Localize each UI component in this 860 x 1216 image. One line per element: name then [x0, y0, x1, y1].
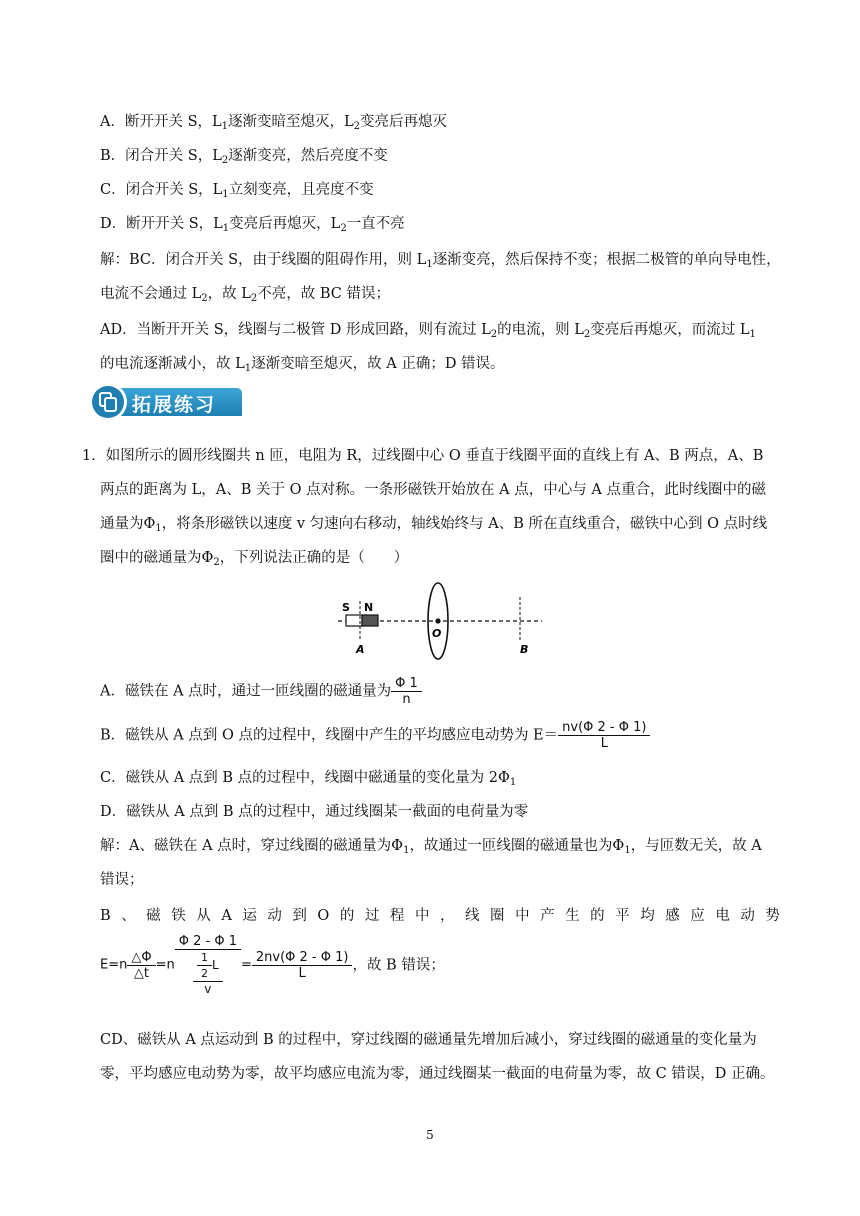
solution-line-3-char: 中	[515, 908, 530, 924]
solution-equation: E=n $\frac{\triangle\Phi}{\triangle t}$ =n Φ 2 - Φ 1 $\frac{1}{2}$ L v = $\frac{2nv(\Phi 2 - \Phi 1)}{L}$ ，故 B 错误；	[100, 934, 445, 996]
solution-line-3-char: 生	[565, 908, 580, 924]
solution-line-3-char: 产	[540, 908, 555, 924]
option-d: D．磁铁从 A 点到 B 点的过程中，通过线圈某一截面的电荷量为零	[100, 804, 529, 820]
solution-line-3-char: 的	[339, 908, 355, 924]
label-n: N	[364, 601, 374, 614]
option-a: A．磁铁在 A 点时，通过一匝线圈的磁通量为 $\frac{\Phi 1}{n}$	[100, 676, 422, 707]
prev-solution-line-1: 解：BC．闭合开关 S，由于线圈的阻碍作用，则 $L_1$逐渐变亮，然后保持不变；根据二极管的单向导电性，	[100, 252, 781, 270]
solution-line-3-char: 铁	[171, 908, 186, 924]
solution-line-3-char: 过	[364, 908, 380, 924]
solution-line-3	[100, 906, 780, 926]
solution-line-5: 零，平均感应电动势为零，故平均感应电流为零，通过线圈某一截面的电荷量为零，故 C 错误，D 正确。	[100, 1066, 775, 1082]
solution-line-3-char: 运	[242, 908, 257, 924]
question-line-3: 通量为$\Phi_1$，将条形磁铁以速度 v 匀速向右移动，轴线始终与 A、B 所在直线重合，磁铁中心到 O 点时线	[100, 516, 768, 534]
solution-line-1: 解：A、磁铁在 A 点时，穿过线圈的磁通量为$\Phi_1$，故通过一匝线圈的磁通量也为$\Phi_1$，与匝数无关，故 A	[100, 838, 762, 856]
prev-solution-line-3: AD．当断开开关 S，线圈与二极管 D 形成回路，则有流过 $L_2$的电流，则 $L_2$变亮后再熄灭，而流过 $L_1$	[100, 322, 756, 340]
solution-line-3-char: 从	[196, 908, 211, 924]
solution-line-3-char: 势	[765, 908, 780, 924]
option-c: C．磁铁从 A 点到 B 点的过程中，线圈中磁通量的变化量为 $2\Phi_1$	[100, 770, 517, 788]
page-number: 5	[426, 1128, 434, 1142]
solution-line-3-char: 线	[465, 908, 480, 924]
solution-line-3-char: 中	[414, 908, 430, 924]
option-a-prev: A．断开开关 S，$L_1$逐渐变暗至熄灭，$L_2$变亮后再熄灭	[100, 114, 448, 132]
solution-line-3-char: 电	[715, 908, 730, 924]
solution-line-3-char: 动	[740, 908, 755, 924]
solution-line-4: CD、磁铁从 A 点运动到 B 的过程中，穿过线圈的磁通量先增加后减小，穿过线圈的磁通量的变化量为	[100, 1032, 757, 1048]
question-line-4: 圈中的磁通量为$\Phi_2$，下列说法正确的是（ ）	[100, 550, 409, 568]
solution-line-2: 错误；	[100, 872, 144, 888]
fraction-emf: $\frac{nv(\Phi 2 - \Phi 1)}{L}$	[558, 720, 650, 751]
option-b-prev: B．闭合开关 S，$L_2$逐渐变亮，然后亮度不变	[100, 148, 388, 166]
section-badge-label: 拓展练习	[132, 394, 217, 416]
solution-line-3-char: A	[221, 908, 232, 924]
solution-line-3-char: O	[317, 908, 330, 924]
solution-line-3-char: ，	[439, 908, 455, 924]
solution-line-3-char: 程	[389, 908, 405, 924]
fraction-2nv: $\frac{2nv(\Phi 2 - \Phi 1)}{L}$	[252, 950, 353, 981]
solution-line-3-char: 、	[121, 908, 136, 924]
option-b: B．磁铁从 A 点到 O 点的过程中，线圈中产生的平均感应电动势为 E＝ $\frac{nv(\Phi 2 - \Phi 1)}{L}$	[100, 720, 650, 751]
option-c-prev: C．闭合开关 S，$L_1$立刻变亮，且亮度不变	[100, 182, 374, 200]
fraction-phi1-over-n: $\frac{\Phi 1}{n}$	[391, 676, 422, 707]
magnet-coil-figure	[330, 575, 550, 660]
section-badge	[88, 382, 244, 422]
magnet-n-pole	[362, 615, 378, 626]
prev-solution-line-2: 电流不会通过 $L_2$，故 $L_2$不亮，故 BC 错误；	[100, 286, 390, 304]
prev-solution-line-4: 的电流逐渐减小，故 $L_1$逐渐变暗至熄灭，故 A 正确；D 错误。	[100, 356, 505, 374]
question-line-2: 两点的距离为 L，A、B 关于 O 点对称。一条形磁铁开始放在 A 点，中心与 A 点重合，此时线圈中的磁	[100, 482, 766, 498]
fraction-dphi-over-time: Φ 2 - Φ 1 $\frac{1}{2}$ L v	[175, 934, 241, 997]
solution-line-3-char: 圈	[490, 908, 505, 924]
question-line-1: 1．如图所示的圆形线圈共 n 匝，电阻为 R，过线圈中心 O 垂直于线圈平面的直线上有 A、B 两点，A、B	[82, 448, 764, 464]
solution-line-3-char: 平	[615, 908, 630, 924]
fraction-half-l-over-v: $\frac{1}{2}$ L v	[193, 950, 223, 997]
solution-line-3-char: 感	[665, 908, 680, 924]
copy-icon	[97, 391, 119, 413]
label-o: O	[432, 627, 442, 640]
solution-line-3-char: 的	[590, 908, 605, 924]
label-a: A	[356, 643, 365, 656]
solution-line-3-char: 动	[267, 908, 282, 924]
solution-line-3-char: 均	[640, 908, 655, 924]
center-o-dot	[435, 618, 440, 623]
option-d-prev: D．断开开关 S，$L_1$变亮后再熄灭，$L_2$一直不亮	[100, 216, 405, 234]
solution-line-3-char: 到	[292, 908, 307, 924]
label-b: B	[520, 643, 529, 656]
label-s: S	[342, 601, 350, 614]
solution-line-3-char: 应	[690, 908, 705, 924]
solution-line-3-char: 磁	[146, 908, 161, 924]
solution-line-3-char: B	[100, 908, 111, 924]
fraction-dphi-dt: $\frac{\triangle\Phi}{\triangle t}$	[127, 950, 155, 981]
